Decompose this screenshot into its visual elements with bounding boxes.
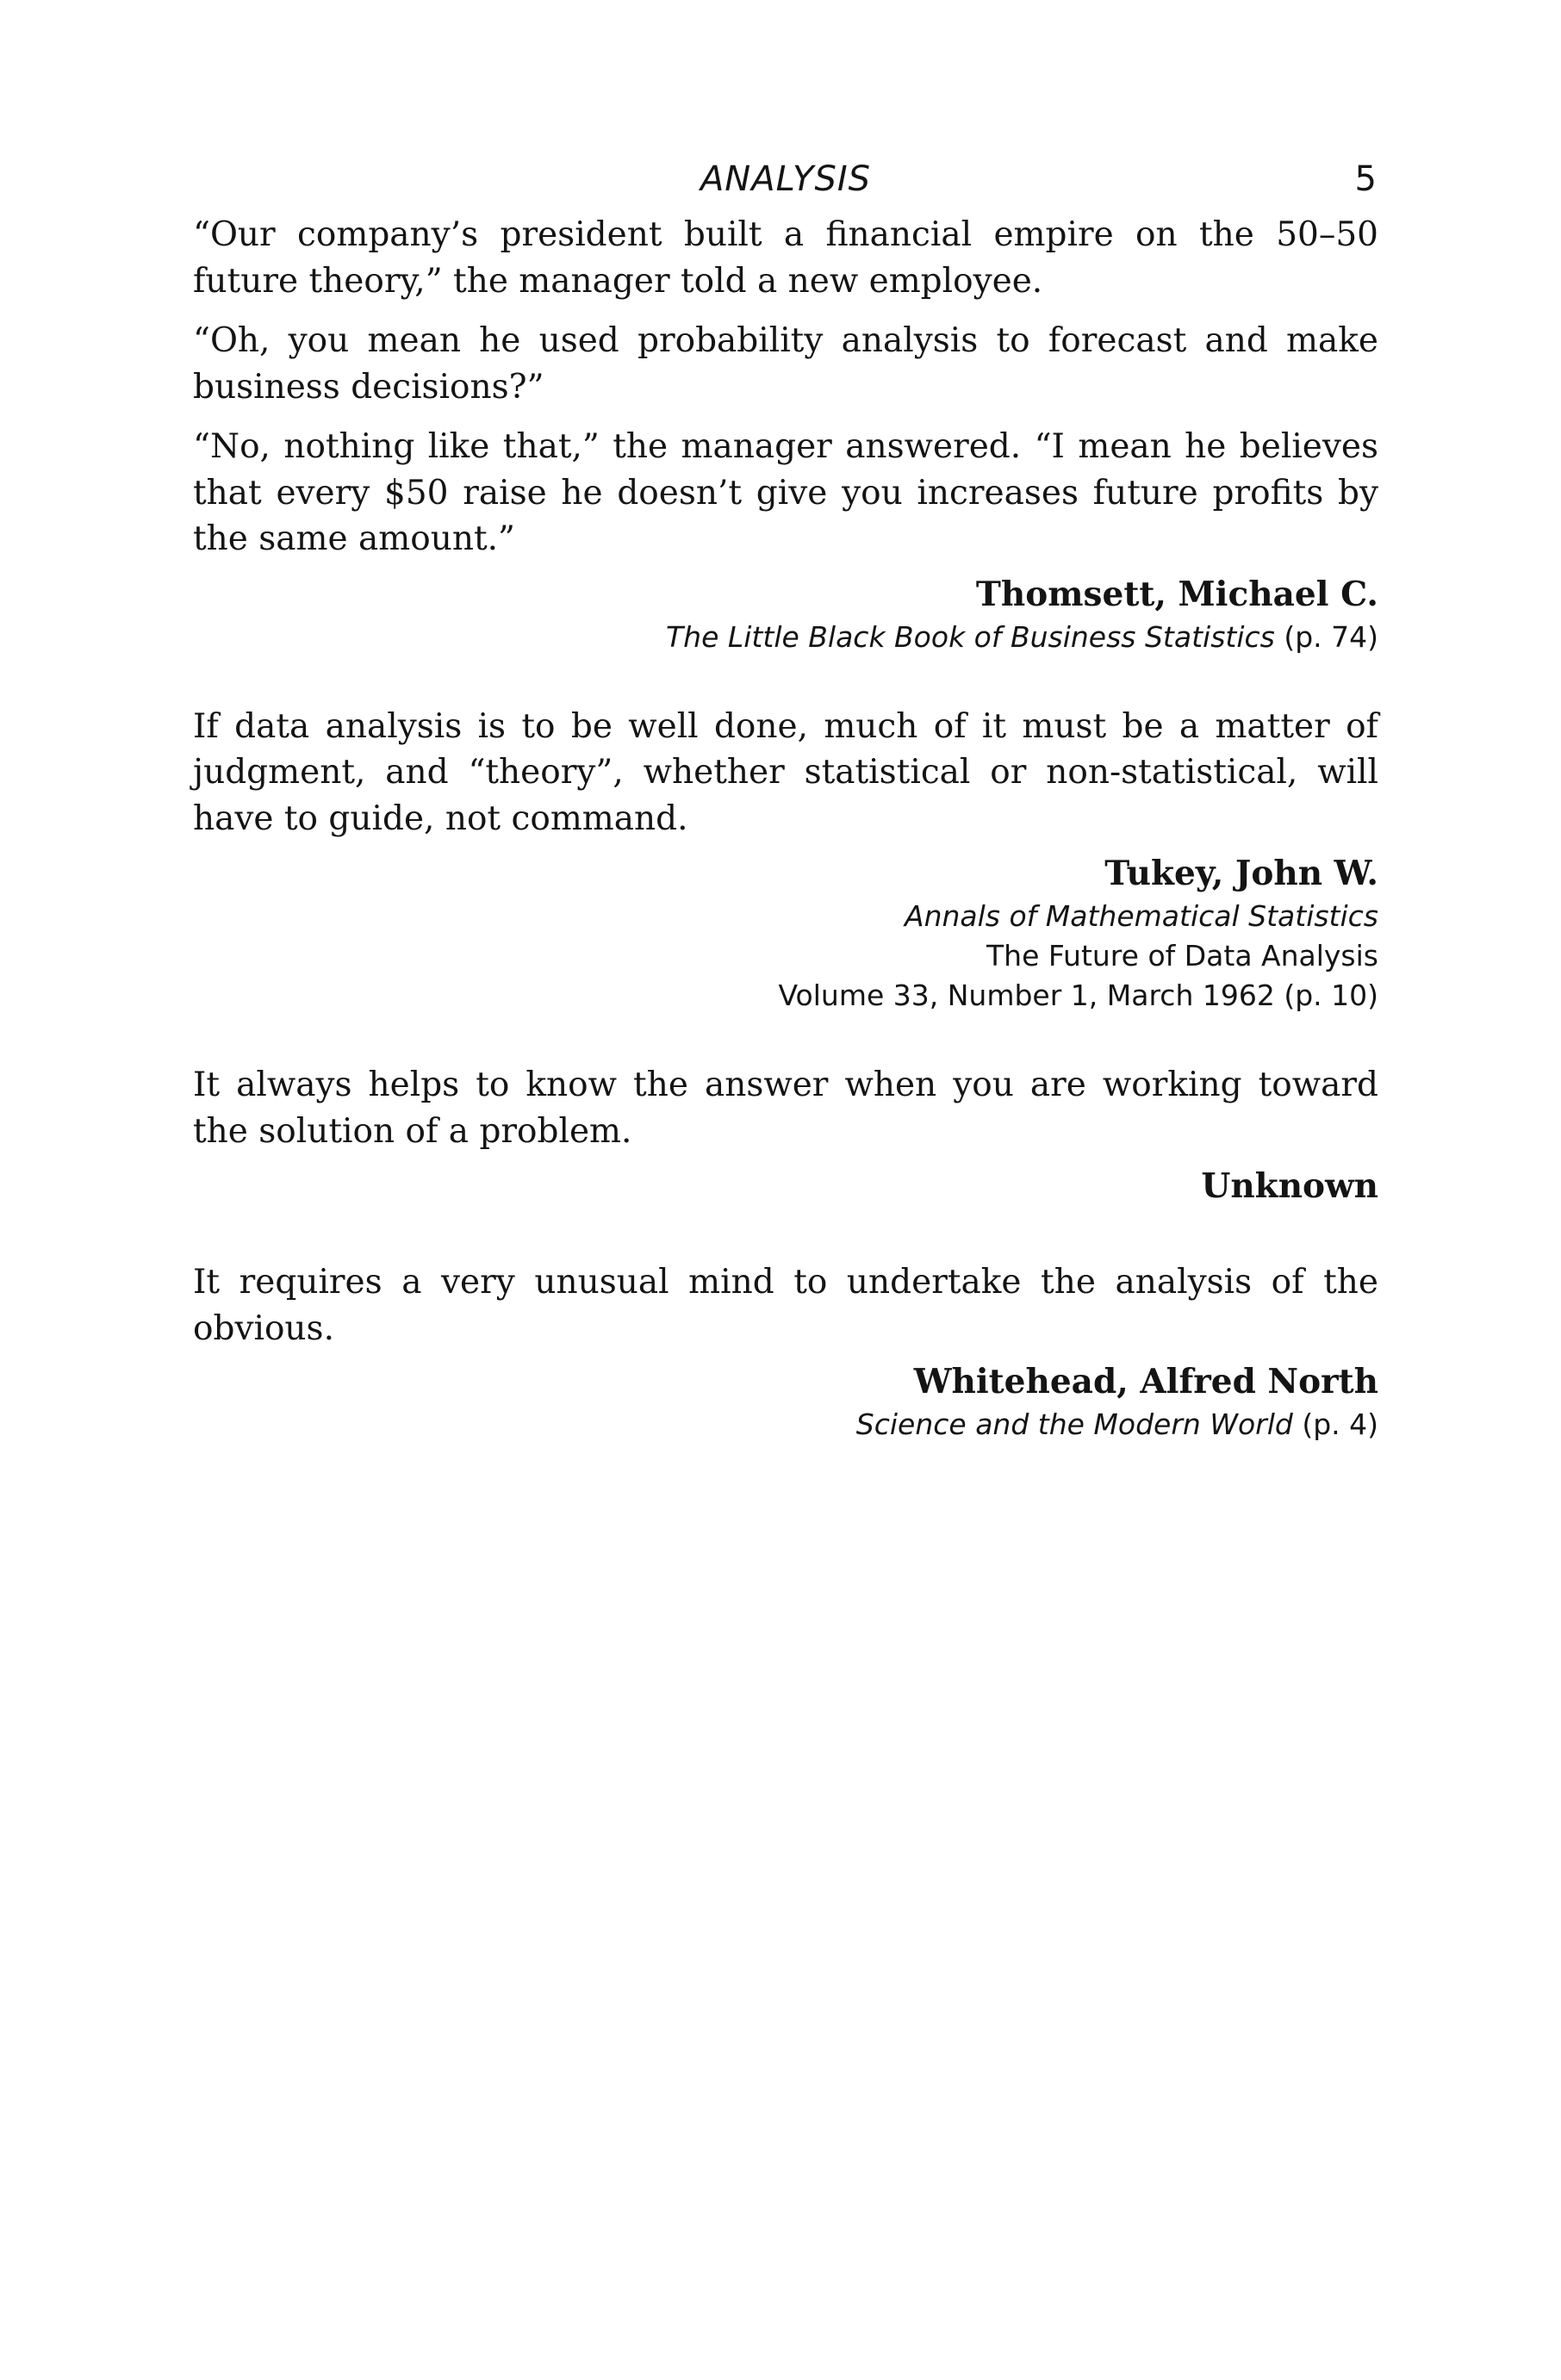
- running-header: [193, 153, 1378, 205]
- attribution-source: [193, 1405, 1378, 1445]
- quote-block-unknown: [193, 1062, 1378, 1209]
- quote-block-tukey: [193, 704, 1378, 1016]
- quote-paragraph: It requires a very unusual mind to undertake the analysis of the obvious.: [193, 1263, 1378, 1348]
- quote-paragraph: It always helps to know the answer when you are working toward the solution of a problem.: [193, 1066, 1378, 1151]
- quote-block-thomsett: [193, 212, 1378, 657]
- page-number: 5: [1354, 159, 1377, 199]
- book-page: [193, 153, 1378, 1445]
- attribution-author: Tukey, John W.: [1104, 854, 1378, 893]
- attribution: [193, 1358, 1378, 1445]
- attribution: [193, 850, 1378, 1016]
- running-title: ANALYSIS: [700, 159, 872, 199]
- source-article: The Future of Data Analysis: [986, 939, 1378, 973]
- source-title: Science and the Modern World: [855, 1407, 1293, 1441]
- source-title: The Little Black Book of Business Statistics: [666, 619, 1275, 654]
- source-journal: Annals of Mathematical Statistics: [905, 899, 1378, 933]
- quote-block-whitehead: [193, 1259, 1378, 1445]
- attribution-author: Unknown: [1201, 1166, 1378, 1206]
- quote-paragraph: “Oh, you mean he used probability analysis to forecast and make business decisions?”: [193, 321, 1378, 407]
- source-volume: Volume 33, Number 1, March 1962 (p. 10): [778, 979, 1378, 1012]
- source-page: (p. 4): [1292, 1407, 1378, 1441]
- quote-paragraph: “Our company’s president built a financial empire on the 50–50 future theory,” the manager told a new employee.: [193, 215, 1378, 301]
- attribution: [193, 1163, 1378, 1209]
- attribution: [193, 571, 1378, 657]
- quote-paragraph: If data analysis is to be well done, much of it must be a matter of judgment, and “theory”, whether statistical or non-statistical, will have to guide, not command.: [193, 706, 1378, 838]
- attribution-author: Whitehead, Alfred North: [913, 1362, 1378, 1401]
- attribution-author: Thomsett, Michael C.: [975, 574, 1378, 614]
- source-page: (p. 74): [1274, 619, 1378, 654]
- quote-paragraph: “No, nothing like that,” the manager answered. “I mean he believes that every $50 raise he doesn’t give you increases future profits by the same amount.”: [193, 427, 1378, 558]
- attribution-source: [193, 618, 1378, 657]
